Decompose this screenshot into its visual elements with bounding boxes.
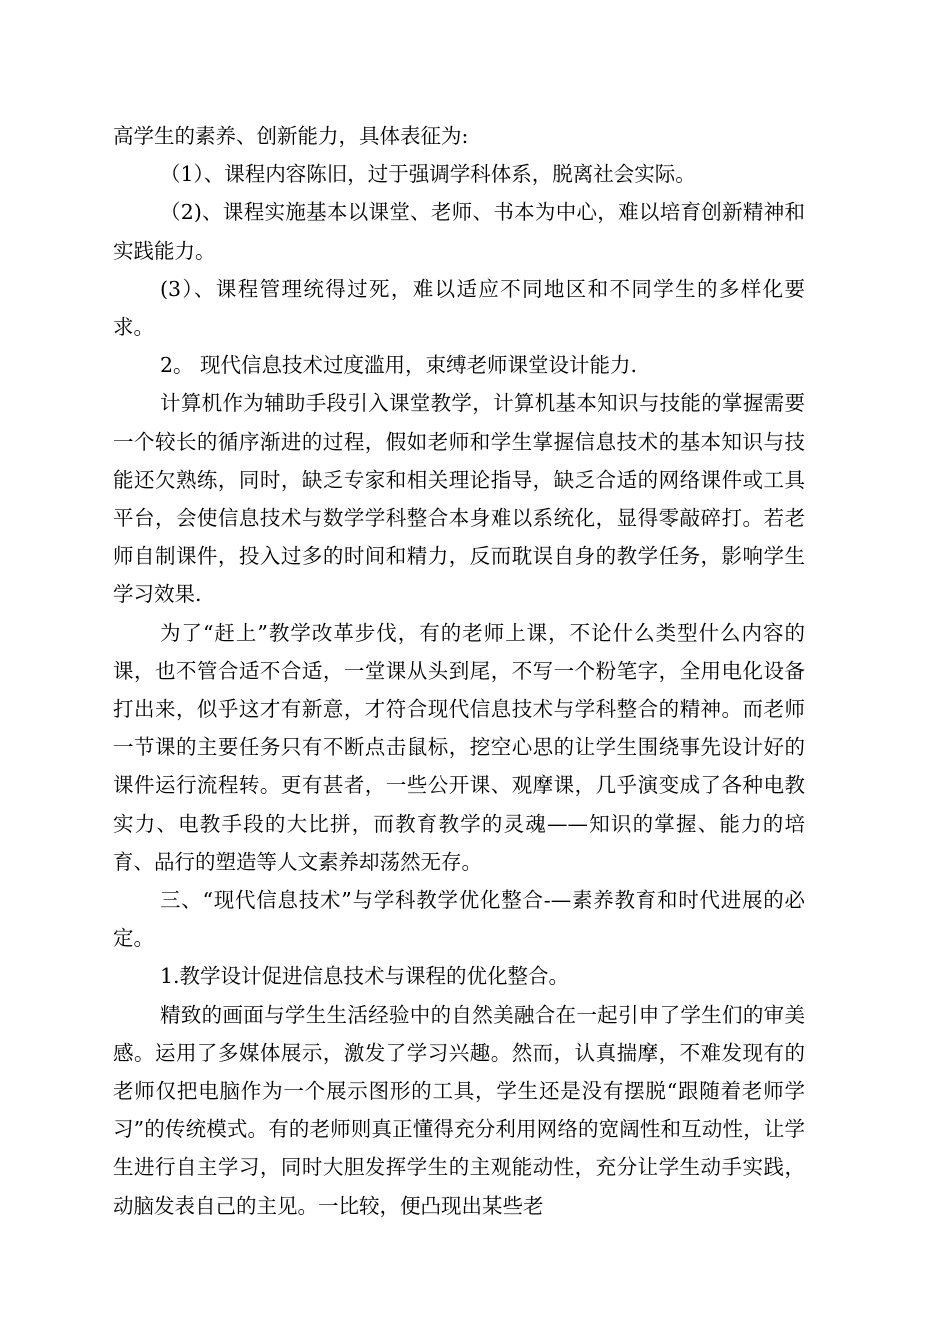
paragraph-computer-aid: 计算机作为辅助手段引入课堂教学，计算机基本知识与技能的掌握需要一个较长的循序渐进的过程，假如老师和学生掌握信息技术的基本知识与技能还欠熟练，同时，缺乏专家和相关理论指导，缺乏合适的网络课件或工具平台，会使信息技术与数学学科整合本身难以系统化，显得零敲碎打。若老师自制课件，投入过多的时间和精力，反而耽误自身的教学任务，影响学生学习效果. [113,391,805,607]
paragraph-reform: 为了“赶上”教学改革步伐，有的老师上课，不论什么类型什么内容的课，也不管合适不合适，一堂课从头到尾，不写一个粉笔字，全用电化设备打出来，似乎这才有新意，才符合现代信息技术与学科整合的精神。而老师一节课的主要任务只有不断点击鼠标，挖空心思的让学生围绕事先设计好的课件运行流程转。更有甚者，一些公开课、观摩课，几乎演变成了各种电教实力、电教手段的大比拼，而教育教学的灵魂——知识的掌握、能力的培育、品行的塑造等人文素养却荡然无存。 [113,620,805,874]
paragraph-item-1: （1）、课程内容陈旧，过于强调学科体系，脱离社会实际。 [160,162,696,187]
paragraph-item-2: （2)、课程实施基本以课堂、老师、书本为中心，难以培育创新精神和实践能力。 [113,200,805,263]
paragraph-heading-3: 三、“现代信息技术”与学科教学优化整合-—素养教育和时代进展的必定。 [113,888,805,951]
paragraph-subheading-1: 1.教学设计促进信息技术与课程的优化整合。 [160,964,570,989]
paragraph-aesthetic: 精致的画面与学生生活经验中的自然美融合在一起引申了学生们的审美感。运用了多媒体展示，激发了学习兴趣。然而，认真揣摩，不难发现有的老师仅把电脑作为一个展示图形的工具，学生还是没有摆脱“跟随着老师学习”的传统模式。有的老师则真正懂得充分利用网络的宽阔性和互动性，让学生进行自主学习，同时大胆发挥学生的主观能动性，充分让学生动手实践，动脑发表自己的主见。一比较，便凸现出某些老 [113,1002,805,1218]
paragraph-item-3: (3）、课程管理统得过死，难以适应不同地区和不同学生的多样化要求。 [113,276,805,340]
paragraph-heading-2: 2。 现代信息技术过度滥用，束缚老师课堂设计能力. [160,353,638,378]
document-body [113,117,805,1225]
paragraph-intro: 高学生的素养、创新能力，具体表征为: [113,124,469,148]
